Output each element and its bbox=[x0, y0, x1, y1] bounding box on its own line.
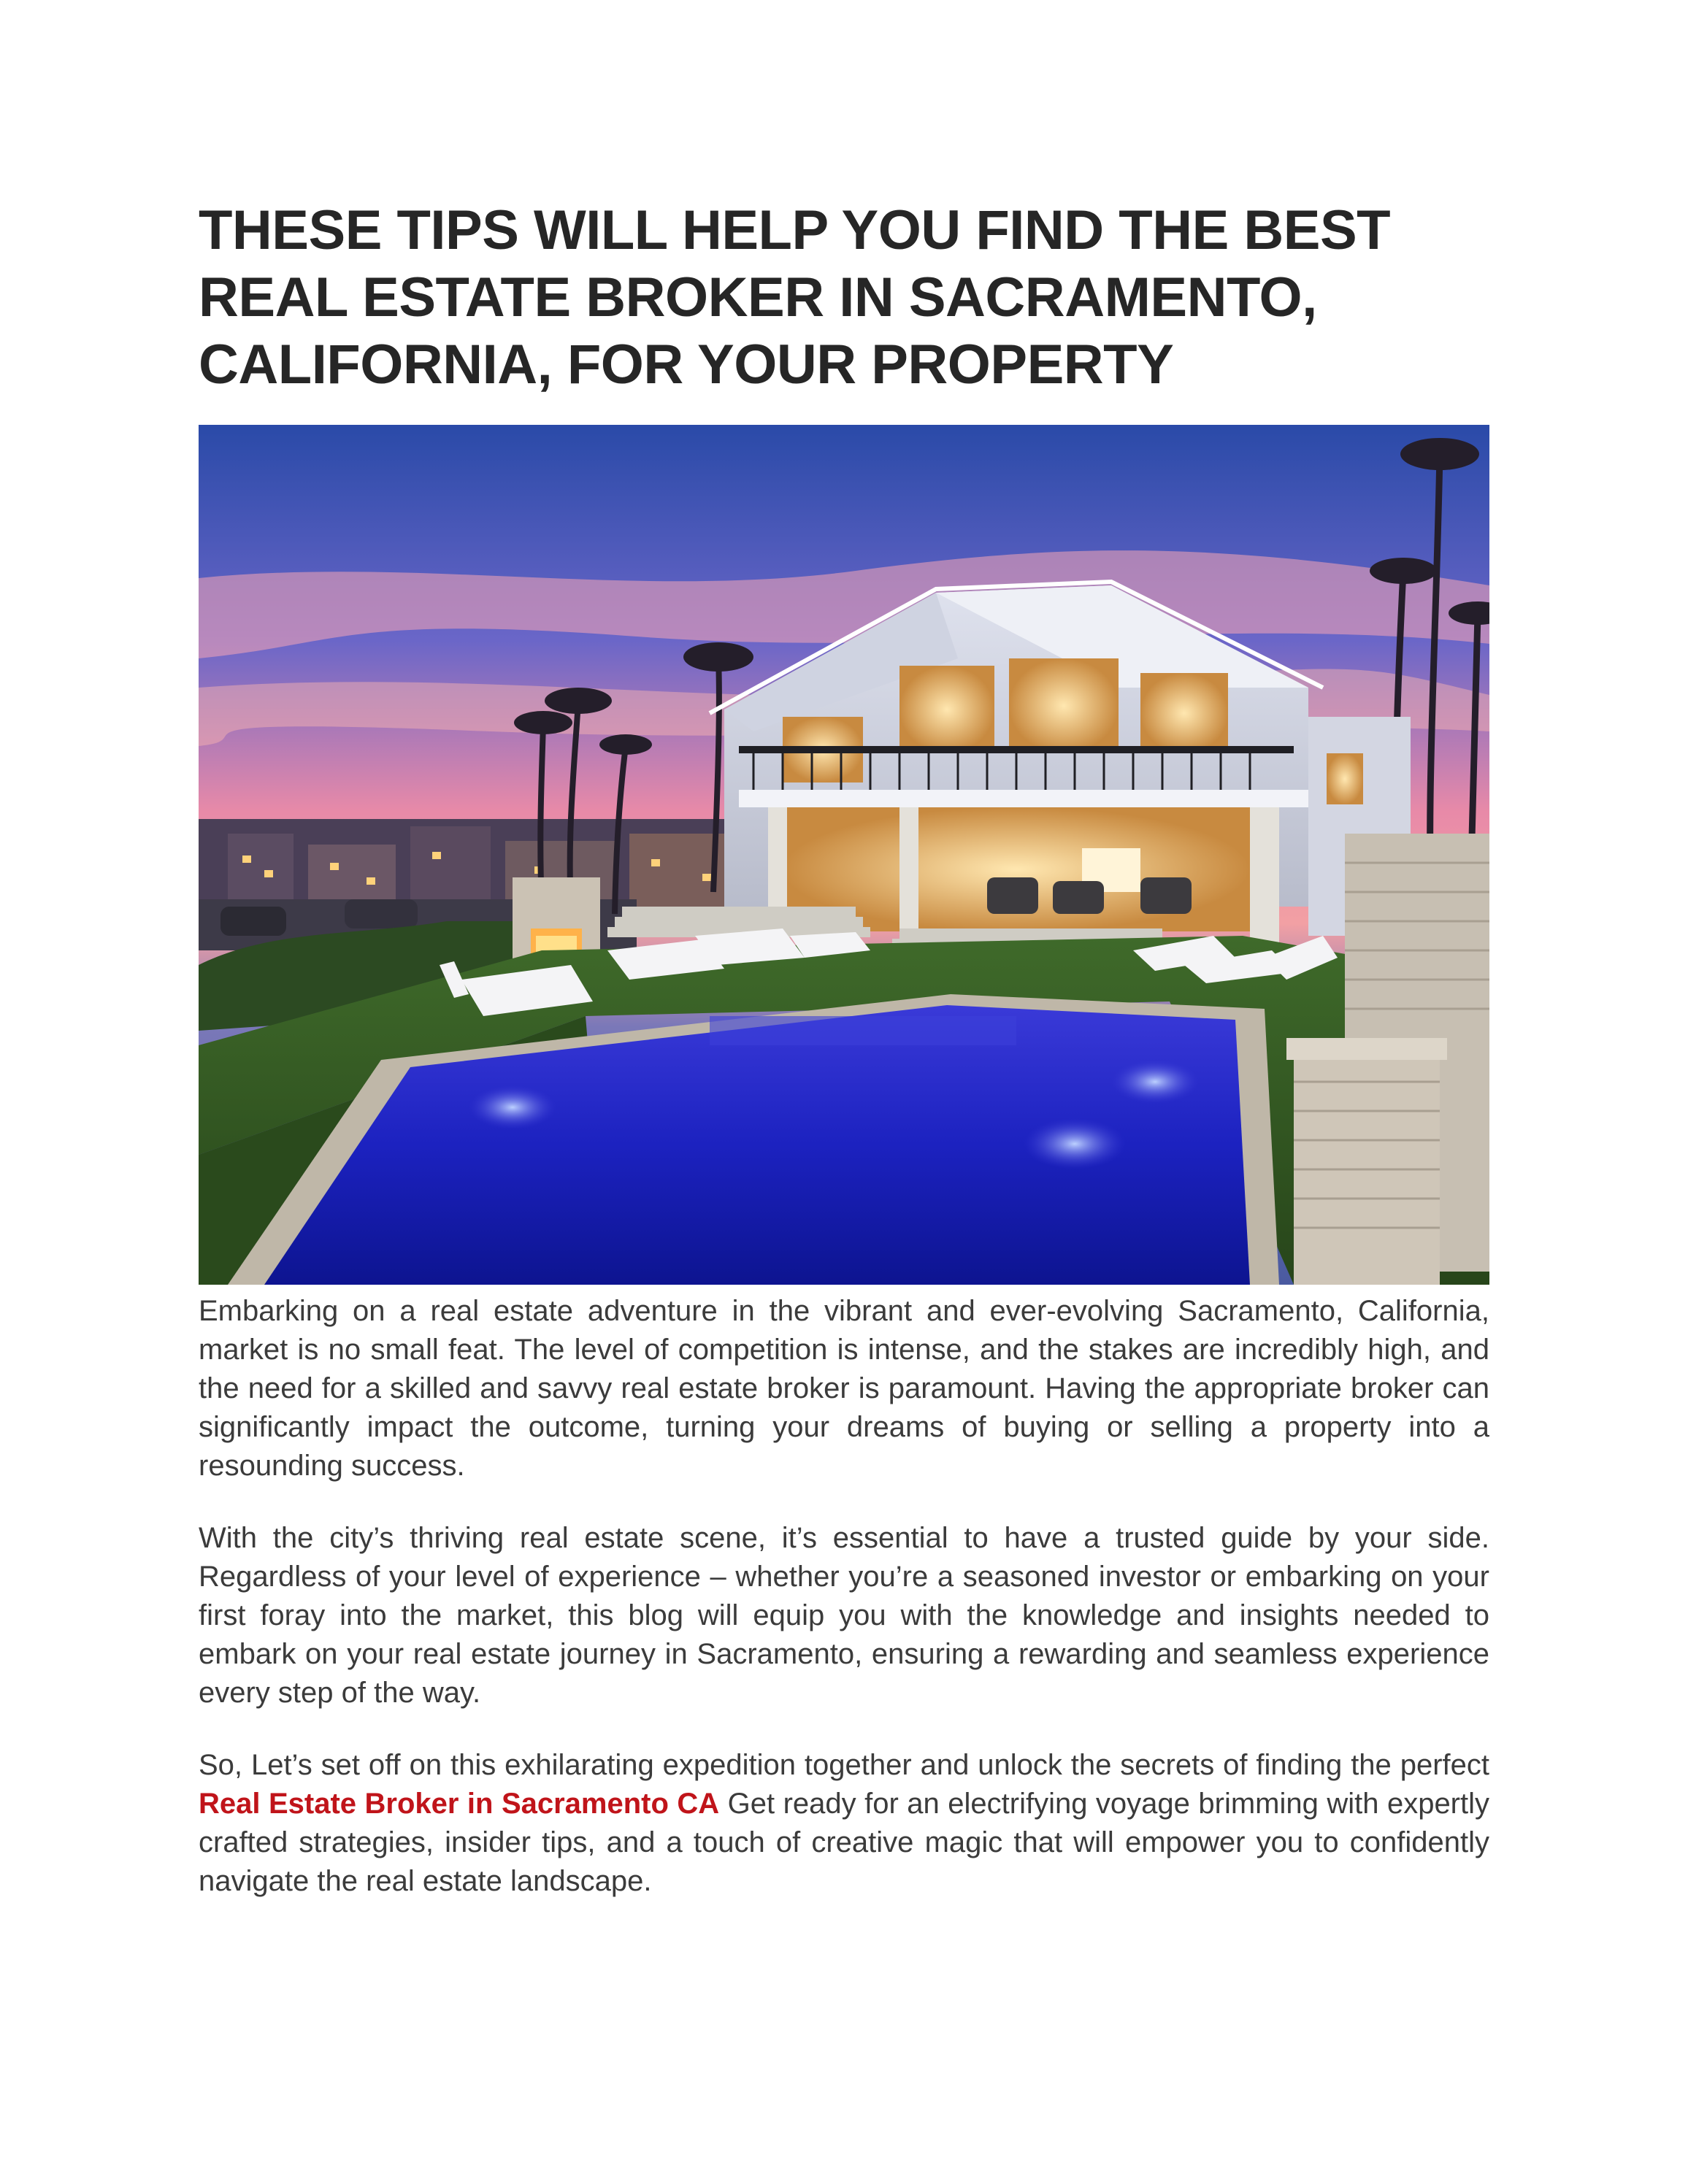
article-body bbox=[199, 1292, 1489, 1901]
article bbox=[199, 197, 1489, 1934]
paragraph-cta-after: Get ready for an electrifying voyage brimming with expertly crafted strategies, insider tips, and a touch of creative magic that will empower you to confidently navigate the real estate landscape. bbox=[199, 1788, 1490, 1897]
hero-image bbox=[199, 425, 1489, 1285]
paragraph-cta-before: So, Let’s set off on this exhilarating expedition together and unlock the secrets of finding the perfect bbox=[199, 1749, 1489, 1781]
article-title: THESE TIPS WILL HELP YOU FIND THE BEST REAL ESTATE BROKER IN SACRAMENTO, CALIFORNIA, FOR YOUR PROPERTY bbox=[199, 199, 1391, 396]
broker-link[interactable]: Real Estate Broker in Sacramento CA bbox=[199, 1788, 720, 1820]
luxury-home-photo bbox=[199, 425, 1489, 1285]
paragraph-guide: With the city’s thriving real estate scene, it’s essential to have a trusted guide by your side. Regardless of your level of experience – whether you’re a seasoned investor or embarking on your first foray into the market, this blog will equip you with the knowledge and insights needed to embark on your real estate journey in Sacramento, ensuring a rewarding and seamless experience every step of the way. bbox=[199, 1522, 1489, 1709]
paragraph-intro: Embarking on a real estate adventure in the vibrant and ever-evolving Sacramento, California, market is no small feat. The level of competition is intense, and the stakes are incredibly high, and the need for a skilled and savvy real estate broker is paramount. Having the appropriate broker can significantly impact the outcome, turning your dreams of buying or selling a property into a resounding success. bbox=[199, 1295, 1489, 1482]
paragraph-cta bbox=[199, 1746, 1489, 1901]
